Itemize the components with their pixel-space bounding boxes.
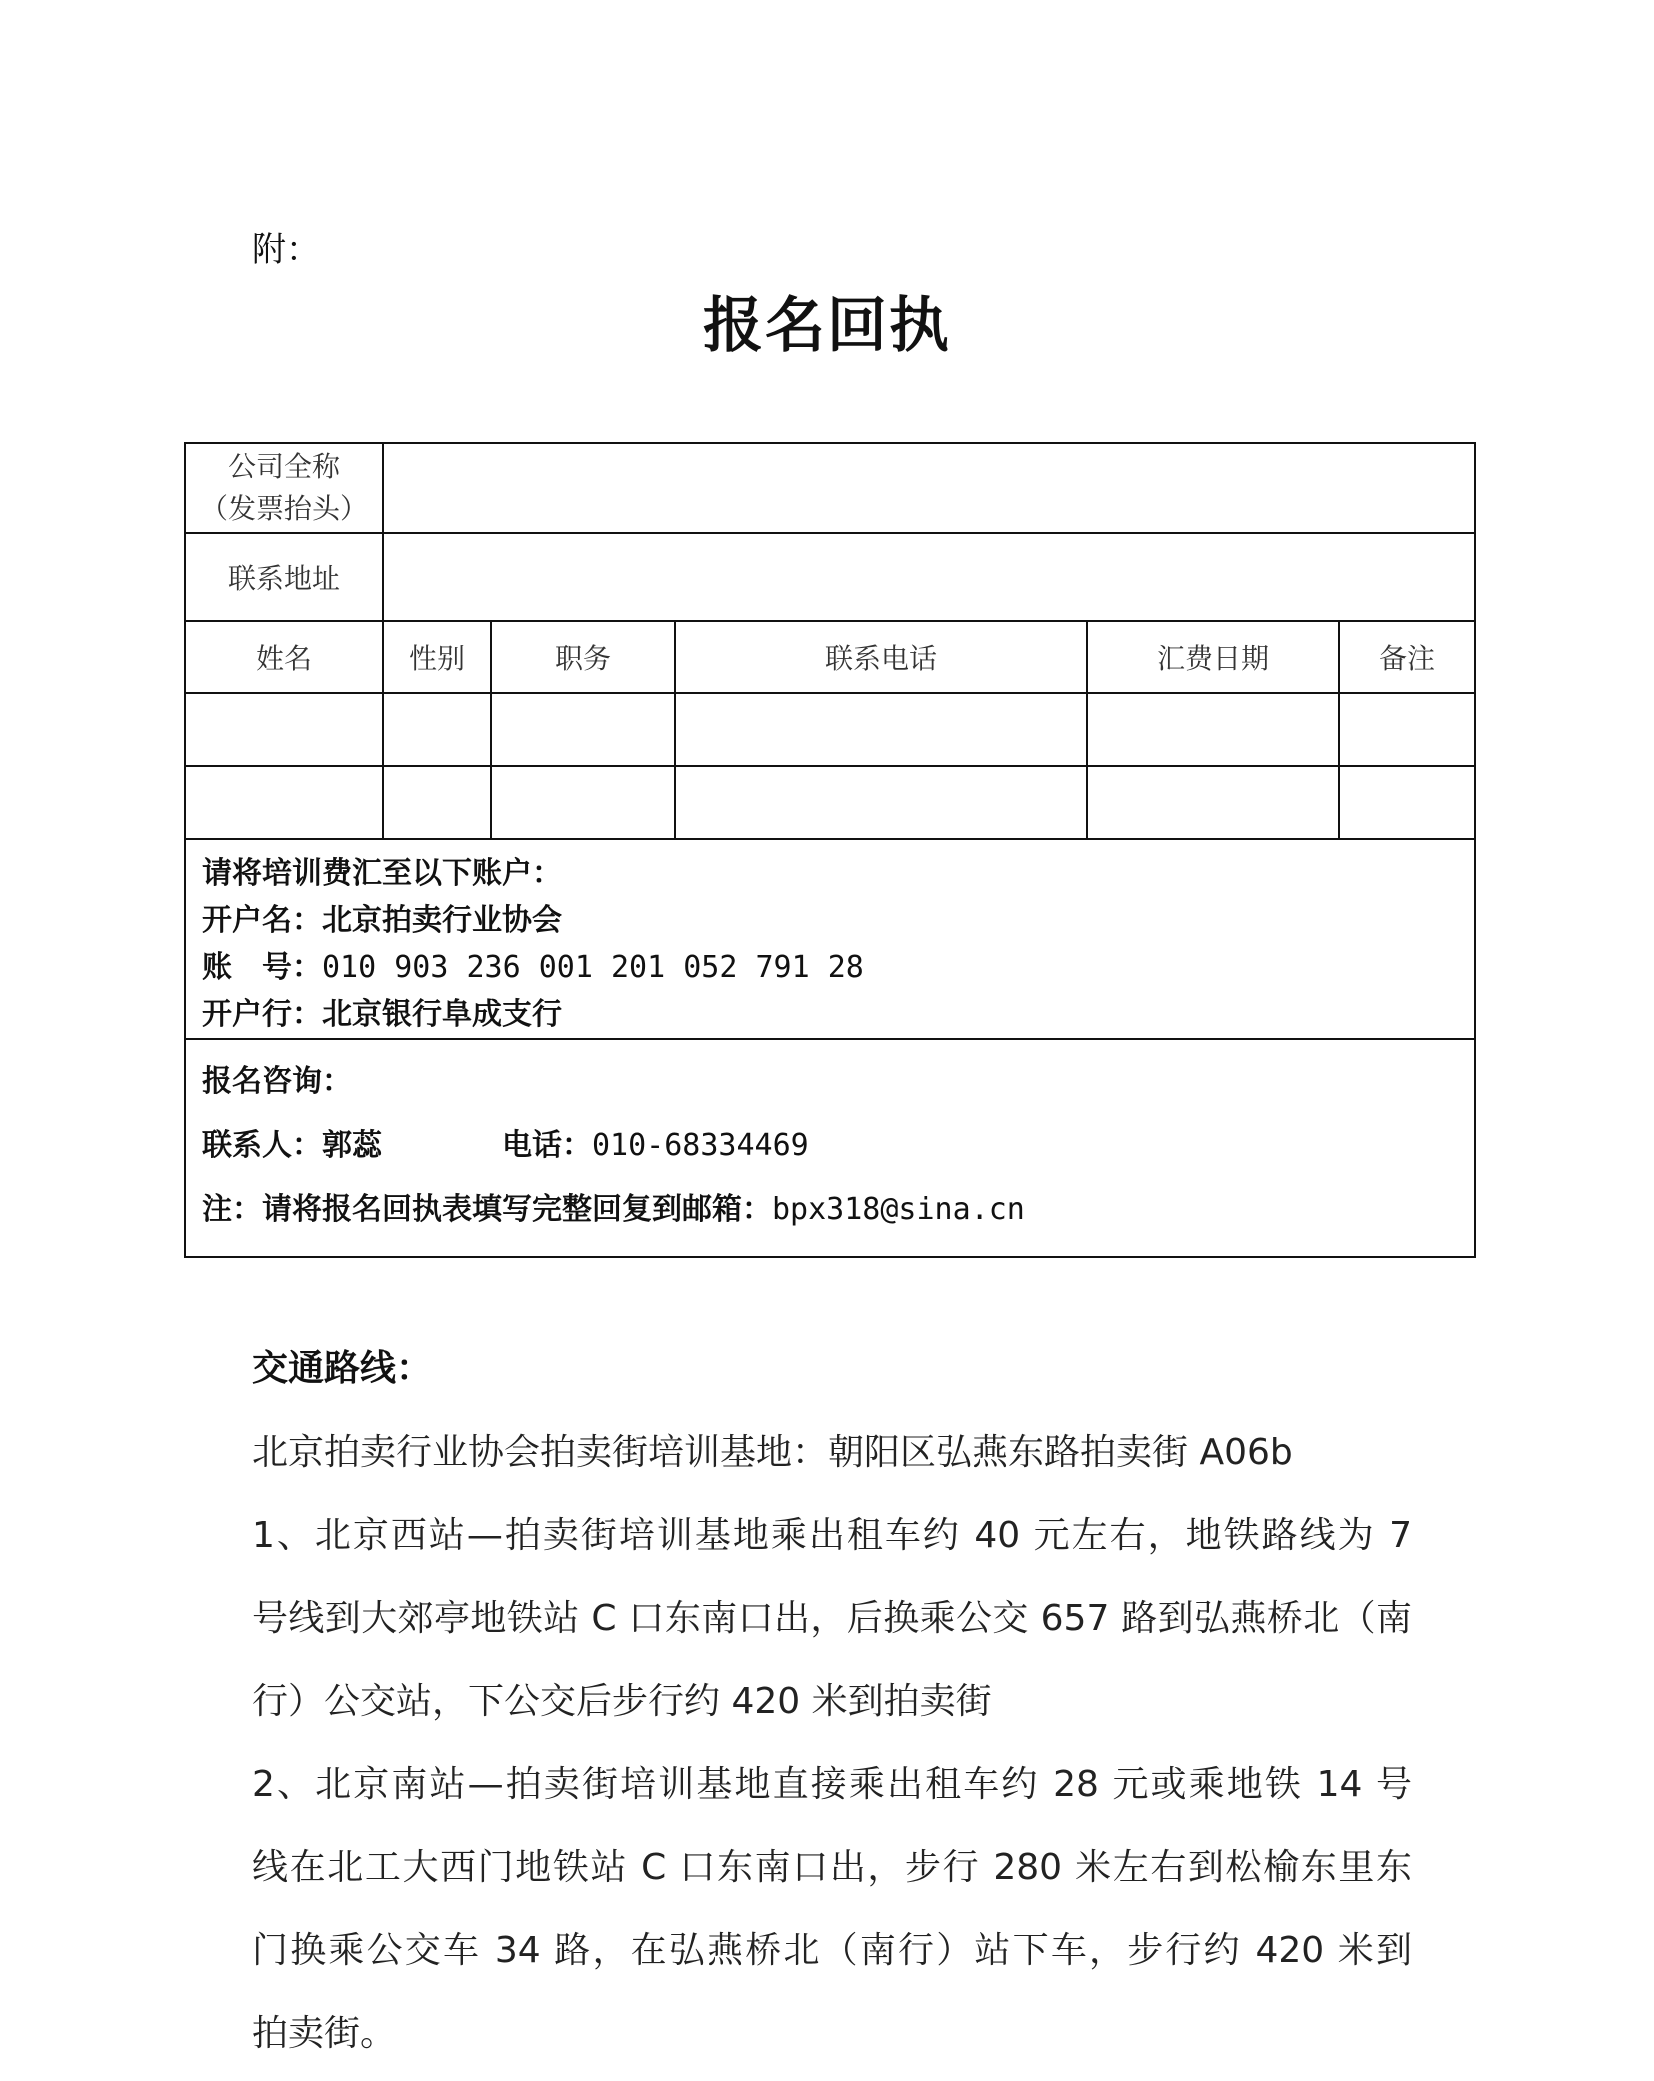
account-name: 北京拍卖行业协会 <box>322 903 562 938</box>
route-line: 号线到大郊亭地铁站 C 口东南口出，后换乘公交 657 路到弘燕桥北（南 <box>252 1598 1412 1639</box>
phone-cell[interactable] <box>675 766 1087 839</box>
company-name-label <box>185 443 383 533</box>
page-title: 报名回执 <box>703 291 951 361</box>
remarks-cell[interactable] <box>1339 693 1475 766</box>
phone-label: 电话： <box>502 1128 592 1163</box>
column-header-gender: 性别 <box>383 621 491 693</box>
consult-info <box>185 1039 1475 1257</box>
table-row <box>185 766 1475 839</box>
bank-line <box>202 991 1474 1038</box>
route-line: 北京拍卖行业协会拍卖街培训基地：朝阳区弘燕东路拍卖街 A06b <box>252 1432 1293 1473</box>
route-line: 线在北工大西门地铁站 C 口东南口出，步行 280 米左右到松榆东里东 <box>252 1847 1412 1888</box>
account-name-line <box>202 897 1474 944</box>
phone-cell[interactable] <box>675 693 1087 766</box>
table-row <box>185 693 1475 766</box>
payment-heading: 请将培训费汇至以下账户： <box>202 856 562 891</box>
note-line <box>202 1178 1474 1242</box>
contact-line <box>202 1114 1474 1178</box>
remarks-cell[interactable] <box>1339 766 1475 839</box>
column-header-phone: 联系电话 <box>675 621 1087 693</box>
company-name-label-line1: 公司全称 <box>227 450 340 483</box>
route-line: 拍卖街。 <box>252 2013 397 2054</box>
email-address[interactable]: bpx318@sina.cn <box>772 1192 1025 1227</box>
registration-form <box>184 442 1476 1258</box>
payment-info <box>185 839 1475 1039</box>
column-header-position: 职务 <box>491 621 675 693</box>
account-number-label: 账 号： <box>202 950 322 985</box>
bank-label: 开户行： <box>202 997 322 1032</box>
company-name-label-line2: （发票抬头） <box>199 492 368 525</box>
route-line: 1、北京西站—拍卖街培训基地乘出租车约 40 元左右，地铁路线为 7 <box>252 1515 1412 1556</box>
name-cell[interactable] <box>185 766 383 839</box>
account-number: 010 903 236 001 201 052 791 28 <box>322 950 864 985</box>
account-number-line <box>202 944 1474 991</box>
address-field[interactable] <box>383 533 1475 621</box>
note-label: 注：请将报名回执表填写完整回复到邮箱： <box>202 1192 772 1227</box>
account-name-label: 开户名： <box>202 903 322 938</box>
consult-heading: 报名咨询： <box>202 1064 352 1099</box>
gender-cell[interactable] <box>383 766 491 839</box>
bank-name: 北京银行阜成支行 <box>322 997 562 1032</box>
company-name-field[interactable] <box>383 443 1475 533</box>
route-line: 行）公交站，下公交后步行约 420 米到拍卖街 <box>252 1681 992 1722</box>
payment-date-cell[interactable] <box>1087 766 1339 839</box>
position-cell[interactable] <box>491 766 675 839</box>
traffic-route <box>252 1325 1412 2075</box>
column-header-remarks: 备注 <box>1339 621 1475 693</box>
payment-date-cell[interactable] <box>1087 693 1339 766</box>
route-line: 门换乘公交车 34 路，在弘燕桥北（南行）站下车，步行约 420 米到 <box>252 1930 1412 1971</box>
address-label: 联系地址 <box>185 533 383 621</box>
column-header-payment-date: 汇费日期 <box>1087 621 1339 693</box>
phone-number: 010-68334469 <box>592 1128 809 1163</box>
name-cell[interactable] <box>185 693 383 766</box>
position-cell[interactable] <box>491 693 675 766</box>
route-heading: 交通路线： <box>252 1347 433 1388</box>
gender-cell[interactable] <box>383 693 491 766</box>
contact-label: 联系人： <box>202 1128 322 1163</box>
column-header-name: 姓名 <box>185 621 383 693</box>
annex-label: 附： <box>252 230 320 270</box>
route-line: 2、北京南站—拍卖街培训基地直接乘出租车约 28 元或乘地铁 14 号 <box>252 1764 1412 1805</box>
contact-name: 郭蕊 <box>322 1128 382 1163</box>
